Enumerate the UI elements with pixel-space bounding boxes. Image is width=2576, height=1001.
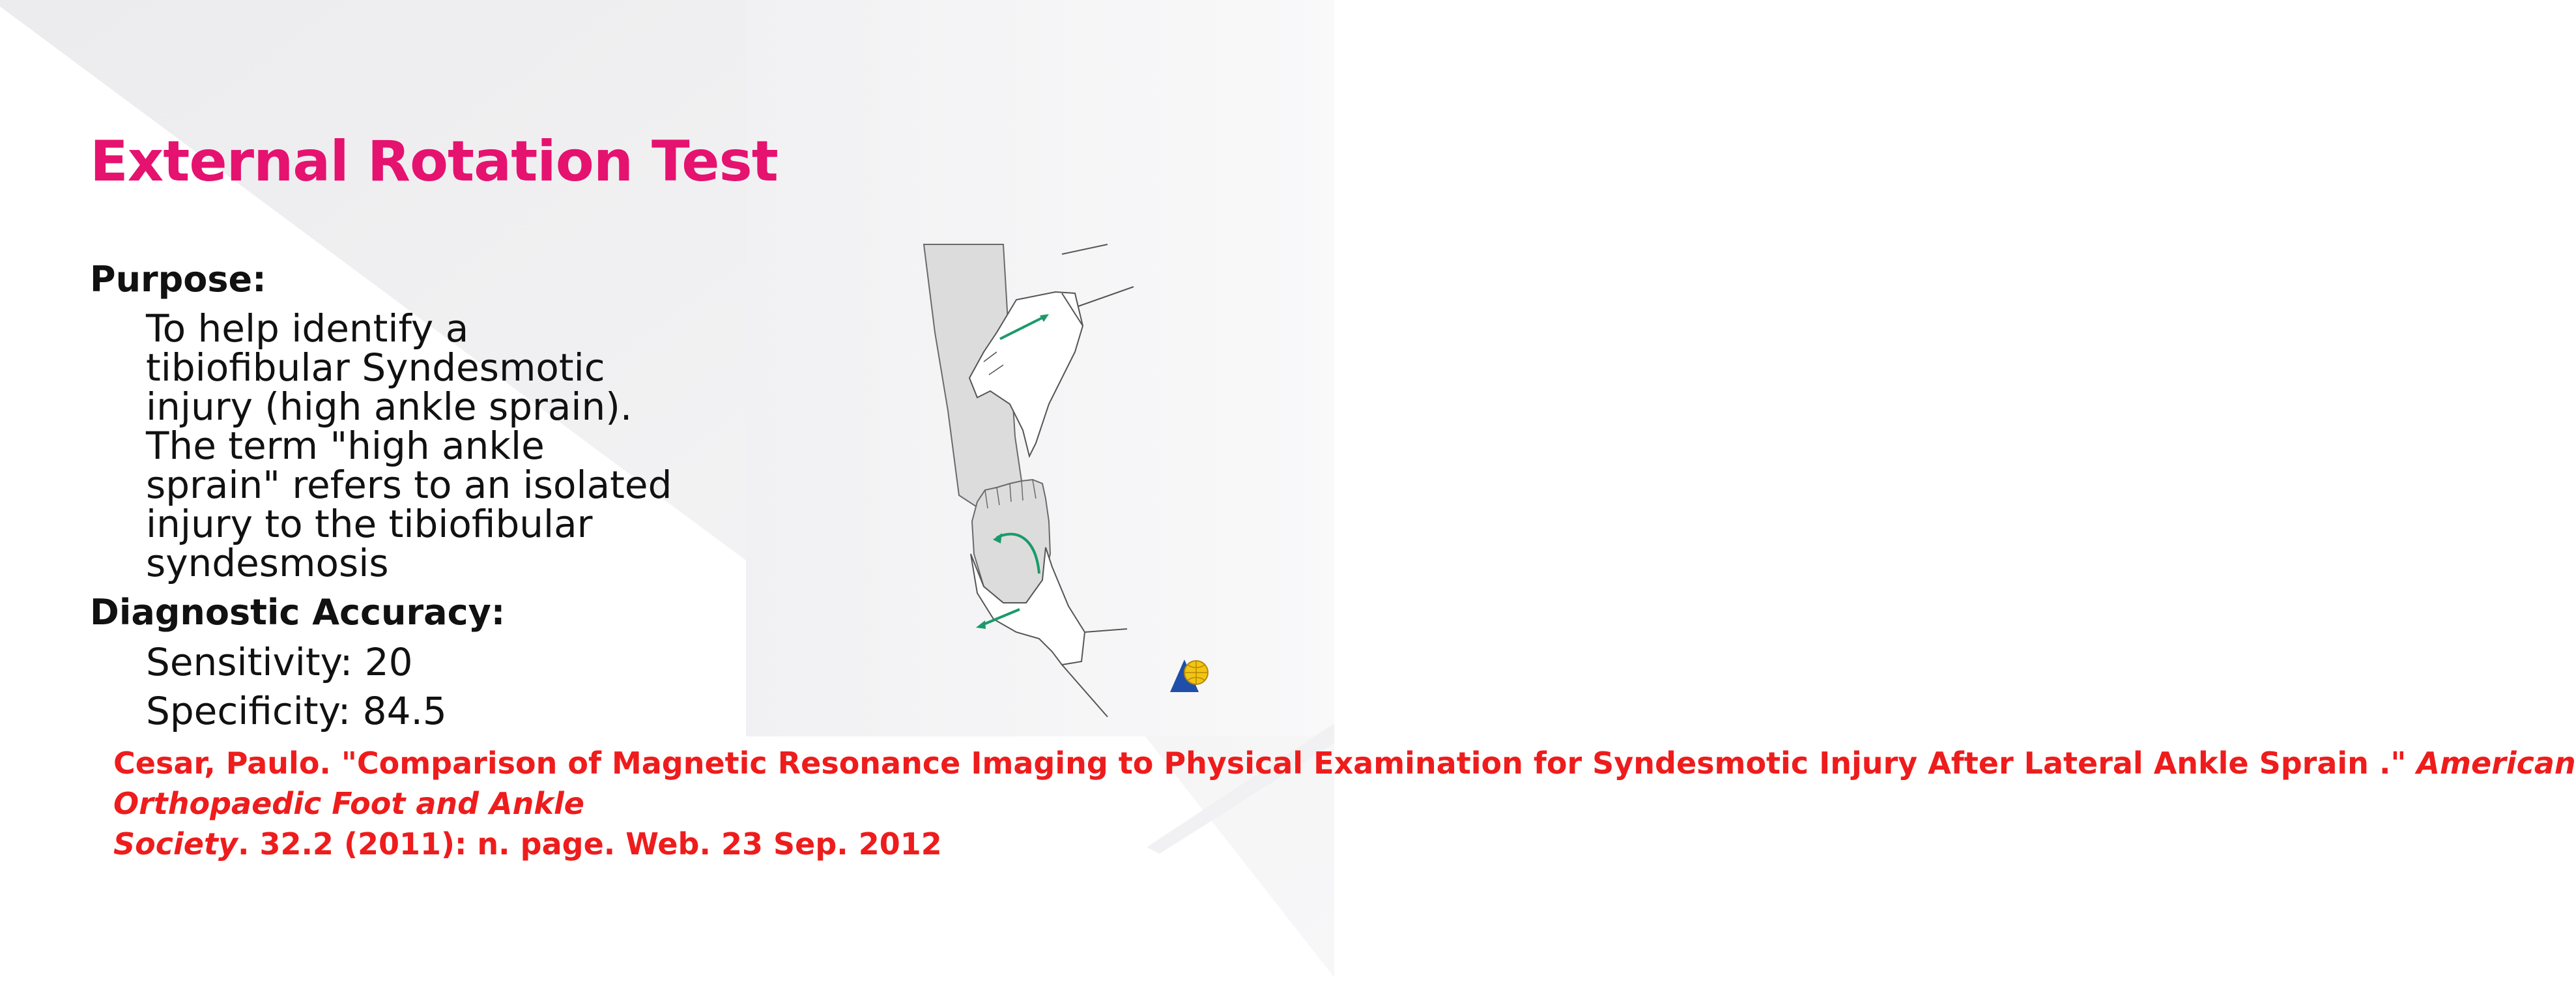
purpose-line: injury (high ankle sprain). [146, 384, 633, 429]
external-rotation-illustration [912, 241, 1121, 723]
purpose-line: sprain" refers to an isolated [146, 463, 672, 507]
purpose-heading: Purpose: [90, 259, 266, 300]
purpose-line: syndesmosis [146, 541, 389, 585]
specificity-value: Specificity: 84.5 [146, 689, 447, 733]
citation-details: . 32.2 (2011): n. page. Web. 23 Sep. 2012 [237, 826, 942, 862]
purpose-line: To help identify a [146, 306, 469, 351]
purpose-line: injury to the tibiofibular [146, 502, 593, 546]
citation [113, 743, 2576, 864]
sensitivity-value: Sensitivity: 20 [146, 640, 413, 684]
citation-text: Cesar, Paulo. "Comparison of Magnetic Resonance Imaging to Physical Examination for Syndesmotic Injury After Lateral Ankle Sprain ." [113, 746, 2417, 781]
globe-triangle-logo [1170, 654, 1210, 695]
citation-journal: American Orthopaedic Foot and Ankle Society [113, 746, 2576, 862]
slide-title: External Rotation Test [90, 129, 778, 194]
purpose-line: The term "high ankle [146, 424, 545, 468]
diagnostic-accuracy-heading: Diagnostic Accuracy: [90, 592, 506, 633]
purpose-text [146, 306, 693, 585]
purpose-line: tibiofibular Syndesmotic [146, 345, 605, 390]
